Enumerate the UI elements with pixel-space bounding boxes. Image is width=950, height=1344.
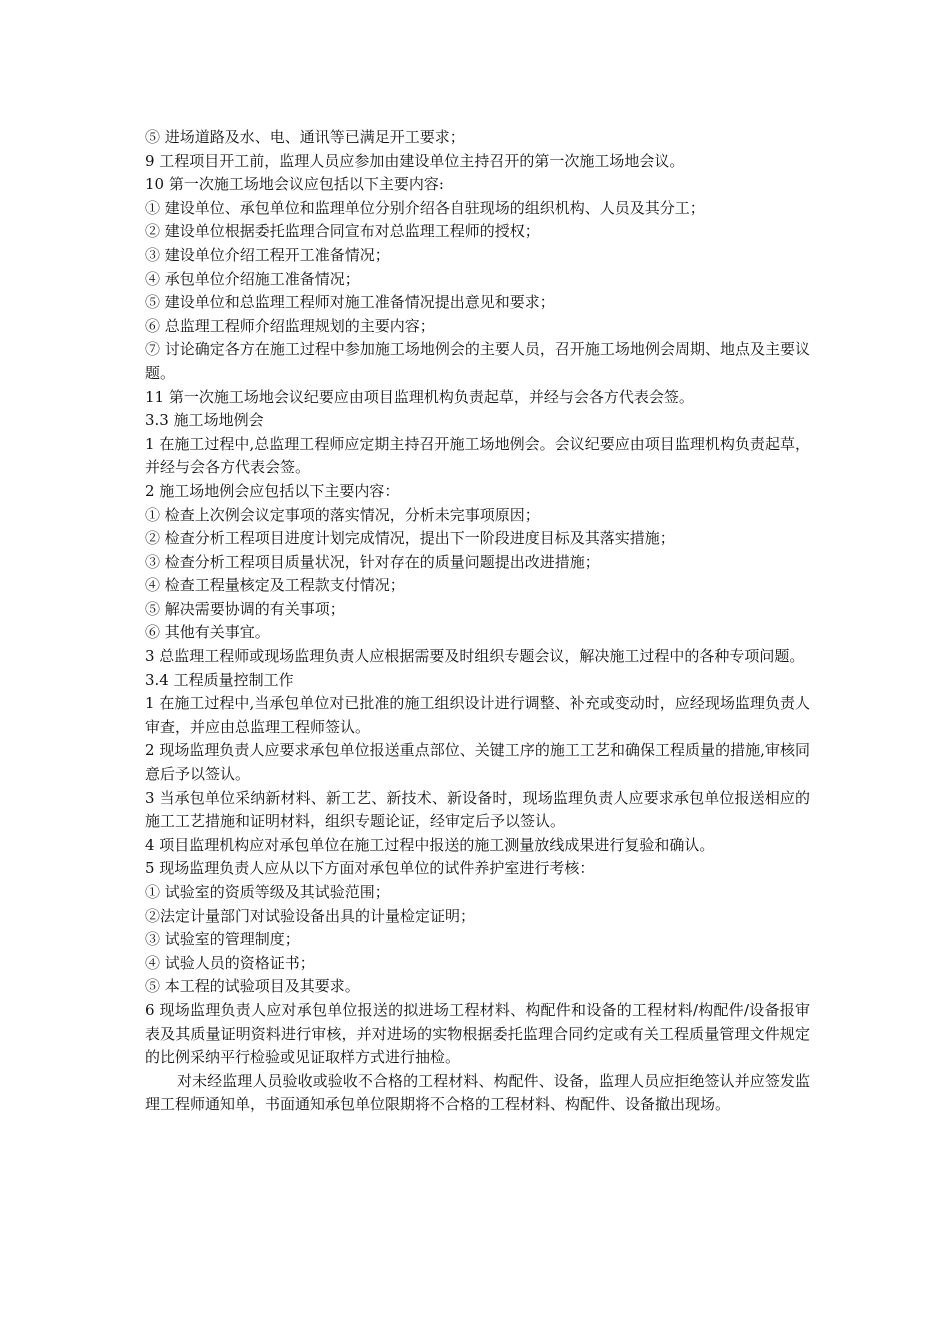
list-item: ③ 建设单位介绍工程开工准备情况； (145, 245, 390, 264)
section-heading: 3.4 工程质量控制工作 (145, 670, 294, 689)
clause-paragraph: 11 第一次施工场地会议纪要应由项目监理机构负责起草，并经与会各方代表会签。 (145, 387, 694, 406)
clause-paragraph: 4 项目监理机构应对承包单位在施工过程中报送的施工测量放线成果进行复验和确认。 (145, 835, 715, 854)
list-item: ⑤ 建设单位和总监理工程师对施工准备情况提出意见和要求； (145, 293, 555, 312)
document-body (145, 126, 810, 1117)
clause-paragraph: 6 现场监理负责人应对承包单位报送的拟进场工程材料、构配件和设备的工程材料/构配件/设备报审表及其质量证明资料进行审核，并对进场的实物根据委托监理合同约定或有关工程质量管理文件规定的比例采纳平行检验或见证取样方式进行抽检。 (145, 1000, 810, 1067)
list-item: ② 建设单位根据委托监理合同宣布对总监理工程师的授权； (145, 222, 540, 241)
list-item: ⑤ 解决需要协调的有关事项； (145, 599, 345, 618)
section-heading: 3.3 施工场地例会 (145, 411, 264, 430)
list-item: ④ 承包单位介绍施工准备情况； (145, 269, 360, 288)
clause-paragraph: 1 在施工过程中,当承包单位对已批准的施工组织设计进行调整、补充或变动时，应经现场监理负责人审查，并应由总监理工程师签认。 (145, 694, 810, 736)
clause-paragraph: 10 第一次施工场地会议应包括以下主要内容: (145, 175, 444, 194)
list-item: ⑤ 进场道路及水、电、通讯等已满足开工要求； (145, 128, 465, 146)
list-item: ② 检查分析工程项目进度计划完成情况，提出下一阶段进度目标及其落实措施； (145, 529, 675, 548)
list-item: ③ 试验室的管理制度； (145, 930, 300, 949)
list-item: ③ 检查分析工程项目质量状况，针对存在的质量问题提出改进措施； (145, 552, 600, 571)
clause-paragraph: 3 当承包单位采纳新材料、新工艺、新技术、新设备时，现场监理负责人应要求承包单位报送相应的施工工艺措施和证明材料，组织专题论证，经审定后予以签认。 (145, 788, 810, 831)
list-item: ⑦ 讨论确定各方在施工过程中参加施工场地例会的主要人员，召开施工场地例会周期、地点及主要议题。 (145, 340, 810, 382)
clause-paragraph: 3 总监理工程师或现场监理负责人应根据需要及时组织专题会议，解决施工过程中的各种专项问题。 (145, 647, 805, 666)
list-item: ④ 试验人员的资格证书； (145, 953, 315, 972)
clause-paragraph: 1 在施工过程中,总监理工程师应定期主持召开施工场地例会。会议纪要应由项目监理机构负责起草，并经与会各方代表会签。 (145, 434, 810, 477)
list-item: ① 检查上次例会议定事项的落实情况，分析未完事项原因； (145, 505, 540, 524)
clause-paragraph: 5 现场监理负责人应从以下方面对承包单位的试件养护室进行考核： (145, 859, 595, 878)
list-item: ②法定计量部门对试验设备出具的计量检定证明； (145, 906, 476, 925)
indented-paragraph: 对未经监理人员验收或验收不合格的工程材料、构配件、设备，监理人员应拒绝签认并应签发监理工程师通知单，书面通知承包单位限期将不合格的工程材料、构配件、设备撤出现场。 (145, 1071, 810, 1114)
list-item: ⑤ 本工程的试验项目及其要求。 (145, 977, 360, 996)
list-item: ① 试验室的资质等级及其试验范围； (145, 883, 390, 901)
list-item: ① 建设单位、承包单位和监理单位分别介绍各自驻现场的组织机构、人员及其分工； (145, 198, 705, 217)
list-item: ④ 检查工程量核定及工程款支付情况； (145, 576, 405, 595)
clause-paragraph: 2 现场监理负责人应要求承包单位报送重点部位、关键工序的施工工艺和确保工程质量的措施,审核同意后予以签认。 (145, 741, 810, 784)
list-item: ⑥ 总监理工程师介绍监理规划的主要内容； (145, 316, 435, 335)
clause-paragraph: 2 施工场地例会应包括以下主要内容： (145, 481, 400, 500)
clause-paragraph: 9 工程项目开工前，监理人员应参加由建设单位主持召开的第一次施工场地会议。 (145, 151, 685, 170)
list-item: ⑥ 其他有关事宜。 (145, 623, 270, 642)
